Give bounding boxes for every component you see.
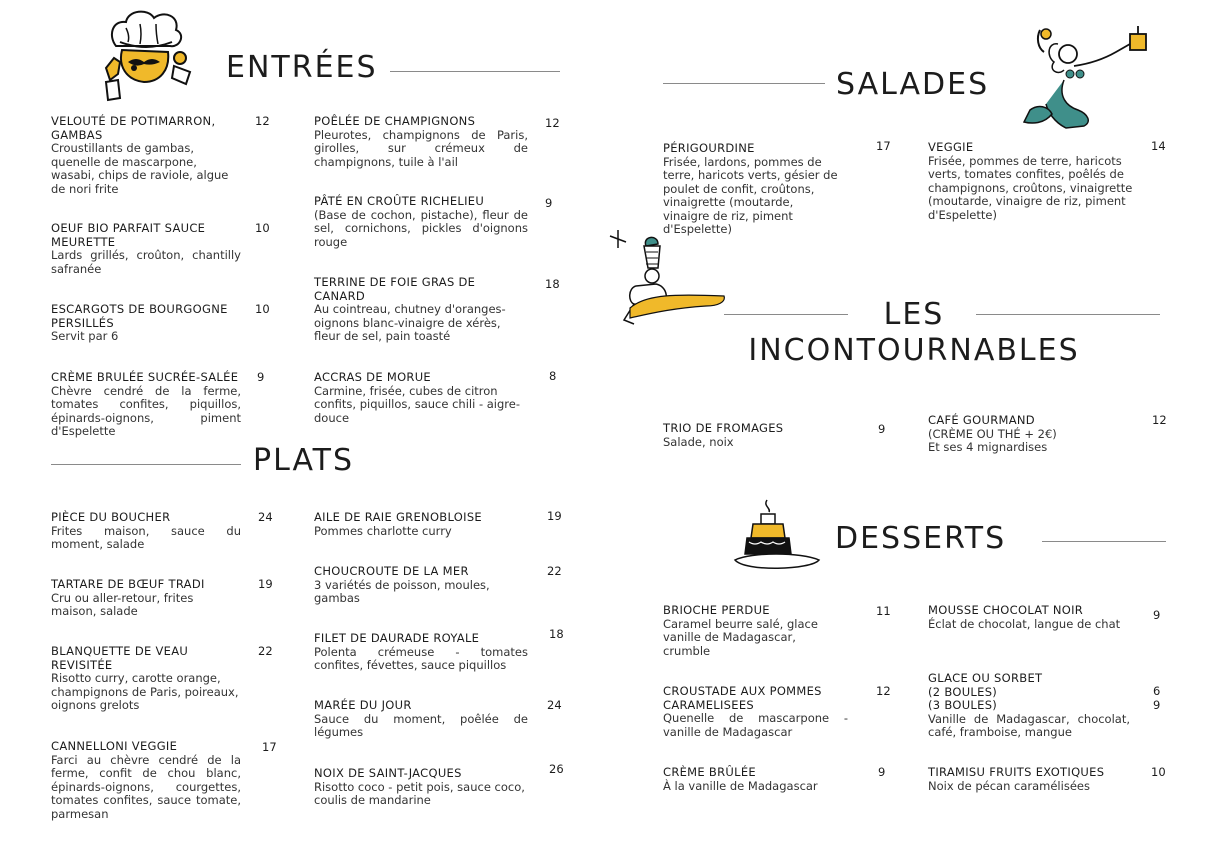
- chef-with-magnifier-icon: [98, 6, 196, 106]
- item-price: 22: [547, 564, 562, 578]
- item-price: 9: [545, 196, 553, 210]
- item-name: MOUSSE CHOCOLAT NOIR: [928, 603, 1084, 617]
- menu-item: [314, 565, 528, 606]
- menu-item: [51, 511, 241, 552]
- item-price: 12: [255, 114, 270, 128]
- item-name: PÂTÉ EN CROÛTE RICHELIEU: [314, 194, 485, 208]
- item-price: 6: [1153, 684, 1161, 698]
- item-name: CHOUCROUTE DE LA MER: [314, 564, 469, 578]
- item-desc: À la vanille de Madagascar: [663, 778, 818, 793]
- menu-item: [663, 604, 843, 658]
- menu-item: [928, 141, 1134, 222]
- item-desc: Lards grillés, croûton, chantilly safranée: [51, 248, 241, 276]
- menu-item: [51, 371, 241, 439]
- item-price: 12: [545, 116, 560, 130]
- section-title-desserts: DESSERTS: [835, 521, 1007, 556]
- item-price: 10: [255, 302, 270, 316]
- item-price: 9: [1153, 698, 1161, 712]
- section-title-plats: PLATS: [253, 443, 355, 478]
- menu-item: [51, 303, 249, 344]
- item-name: CANNELLONI VEGGIE: [51, 739, 178, 753]
- rule-salades: [663, 83, 825, 84]
- item-desc: Frites maison, sauce du moment, salade: [51, 523, 241, 551]
- item-name: PIÈCE DU BOUCHER: [51, 510, 171, 524]
- item-price: 18: [545, 277, 560, 291]
- item-price: 11: [876, 604, 891, 618]
- item-desc: Farci au chèvre cendré de la ferme, confit de chou blanc, épinards-oignons, courgettes, tomates confites, sauce tomate, parmesan: [51, 752, 241, 821]
- item-price: 9: [878, 765, 886, 779]
- item-name: BLANQUETTE DE VEAU REVISITÉE: [51, 644, 189, 672]
- item-desc: Servit par 6: [51, 329, 119, 343]
- item-desc: Caramel beurre salé, glace vanille de Madagascar, crumble: [663, 616, 818, 658]
- item-price: 17: [876, 139, 891, 153]
- item-name: PÉRIGOURDINE: [663, 141, 755, 155]
- item-price: 14: [1151, 139, 1166, 153]
- item-name: TERRINE DE FOIE GRAS DE CANARD: [314, 275, 476, 303]
- item-name: FILET DE DAURADE ROYALE: [314, 631, 480, 645]
- item-name: VEGGIE: [928, 140, 974, 154]
- item-name: OEUF BIO PARFAIT SAUCE MEURETTE: [51, 221, 206, 249]
- menu-item: [51, 578, 241, 619]
- item-desc: Et ses 4 mignardises: [928, 440, 1048, 454]
- menu-item: [314, 632, 528, 673]
- item-price: 19: [258, 577, 273, 591]
- item-name: AILE DE RAIE GRENOBLOISE: [314, 510, 482, 524]
- menu-item: [314, 195, 528, 249]
- rule-plats: [51, 464, 241, 465]
- item-name: (2 BOULES): [928, 684, 998, 699]
- item-desc: Risotto curry, carotte orange, champignons de Paris, poireaux, oignons grelots: [51, 671, 239, 712]
- menu-item: [51, 740, 241, 821]
- item-price: 17: [262, 740, 277, 754]
- item-desc: Pommes charlotte curry: [314, 523, 452, 538]
- menu-item: [928, 414, 1134, 455]
- menu-item: [928, 766, 1138, 793]
- item-desc: Polenta crémeuse - tomates confites, févettes, sauce piquillos: [314, 644, 528, 672]
- item-price: 18: [549, 627, 564, 641]
- item-name: CAFÉ GOURMAND: [928, 413, 1035, 427]
- item-desc: Chèvre cendré de la ferme, tomates confites, piquillos, épinards-oignons, piment d'Espelette: [51, 383, 241, 438]
- menu-item: [663, 766, 843, 793]
- rule-entrees: [390, 71, 560, 72]
- item-name: GLACE OU SORBET: [928, 671, 1043, 685]
- item-name: MARÉE DU JOUR: [314, 698, 412, 712]
- item-price: 24: [547, 698, 562, 712]
- item-desc: Éclat de chocolat, langue de chat: [928, 616, 1121, 631]
- item-price: 24: [258, 510, 273, 524]
- menu-item: [51, 222, 241, 276]
- cake-icon: [731, 498, 823, 578]
- item-desc: Croustillants de gambas, quenelle de mascarpone, wasabi, chips de raviole, algue de nori frite: [51, 141, 229, 196]
- item-desc: Pleurotes, champignons de Paris, girolles, sur crémeux de champignons, tuile à l'ail: [314, 127, 528, 169]
- item-name: CRÈME BRULÉE SUCRÉE-SALÉE: [51, 370, 239, 384]
- item-desc: (CRÈME OU THÉ + 2€): [928, 426, 1057, 441]
- item-price: 9: [257, 370, 265, 384]
- item-price: 19: [547, 509, 562, 523]
- item-name: TIRAMISU FRUITS EXOTIQUES: [928, 765, 1105, 779]
- menu-item: [663, 422, 843, 449]
- section-title-incontournables-line2: INCONTOURNABLES: [748, 333, 1080, 368]
- menu-item: [928, 672, 1130, 740]
- item-desc: Cru ou aller-retour, frites maison, salade: [51, 590, 194, 618]
- menu-item: [314, 276, 528, 344]
- item-name: TRIO DE FROMAGES: [663, 421, 784, 435]
- item-desc: Vanille de Madagascar, chocolat, café, framboise, mangue: [928, 711, 1130, 739]
- mermaid-with-pan-icon: [1018, 26, 1150, 130]
- item-name: ESCARGOTS DE BOURGOGNE PERSILLÉS: [51, 302, 228, 330]
- item-desc: Salade, noix: [663, 434, 734, 449]
- item-price: 26: [549, 762, 564, 776]
- item-desc: (Base de cochon, pistache), fleur de sel, cornichons, pickles d'oignons rouge: [314, 207, 528, 249]
- item-name: (3 BOULES): [928, 698, 998, 712]
- item-desc: Risotto coco - petit pois, sauce coco, coulis de mandarine: [314, 779, 525, 807]
- menu-item: [314, 115, 528, 169]
- menu-item: [928, 604, 1130, 631]
- item-desc: Frisée, pommes de terre, haricots verts, tomates confites, poêlés de champignons, croûtons, vinaigrette (moutarde, vinaigre de riz, piment d'Espelette): [928, 153, 1133, 222]
- menu-item: [51, 645, 241, 713]
- item-name: VELOUTÉ DE POTIMARRON, GAMBAS: [51, 114, 216, 142]
- item-desc: 3 variétés de poisson, moules, gambas: [314, 577, 490, 605]
- item-price: 9: [878, 422, 886, 436]
- menu-item: [314, 699, 528, 740]
- item-price: 22: [258, 644, 273, 658]
- menu-item: [314, 371, 528, 425]
- item-price: 9: [1153, 608, 1161, 622]
- chef-on-spoon-icon: [606, 228, 728, 332]
- rule-desserts: [1042, 541, 1166, 542]
- item-name: TARTARE DE BŒUF TRADI: [51, 577, 205, 591]
- section-title-salades: SALADES: [836, 67, 990, 102]
- menu-item: [314, 767, 528, 808]
- item-name: POÊLÉE DE CHAMPIGNONS: [314, 114, 476, 128]
- item-desc: Noix de pécan caramélisées: [928, 778, 1090, 793]
- item-desc: Quenelle de mascarpone - vanille de Madagascar: [663, 711, 848, 739]
- item-desc: Carmine, frisée, cubes de citron confits, piquillos, sauce chili - aigre-douce: [314, 383, 520, 425]
- section-title-incontournables-line1: LES: [883, 297, 945, 332]
- item-name: CRÈME BRÛLÉE: [663, 765, 756, 779]
- item-price: 8: [549, 369, 557, 383]
- item-desc: Au cointreau, chutney d'oranges-oignons blanc-vinaigre de xérès, fleur de sel, pain toasté: [314, 302, 506, 343]
- item-price: 10: [1151, 765, 1166, 779]
- item-name: CROUSTADE AUX POMMES CARAMELISEES: [663, 684, 822, 712]
- item-price: 12: [1152, 413, 1167, 427]
- item-price: 12: [876, 684, 891, 698]
- menu-item: [314, 511, 528, 538]
- item-name: BRIOCHE PERDUE: [663, 603, 770, 617]
- section-title-entrees: ENTRÉES: [226, 50, 378, 85]
- item-name: ACCRAS DE MORUE: [314, 370, 431, 384]
- menu-item: [663, 685, 848, 739]
- item-name: NOIX DE SAINT-JACQUES: [314, 766, 462, 780]
- menu-item: [51, 115, 241, 196]
- item-price: 10: [255, 221, 270, 235]
- item-desc: Frisée, lardons, pommes de terre, haricots verts, gésier de poulet de confit, croûtons, vinaigrette (moutarde, vinaigre de riz, piment d'Espelette): [663, 154, 838, 236]
- menu-item: [663, 142, 843, 237]
- item-desc: Sauce du moment, poêlée de légumes: [314, 711, 528, 739]
